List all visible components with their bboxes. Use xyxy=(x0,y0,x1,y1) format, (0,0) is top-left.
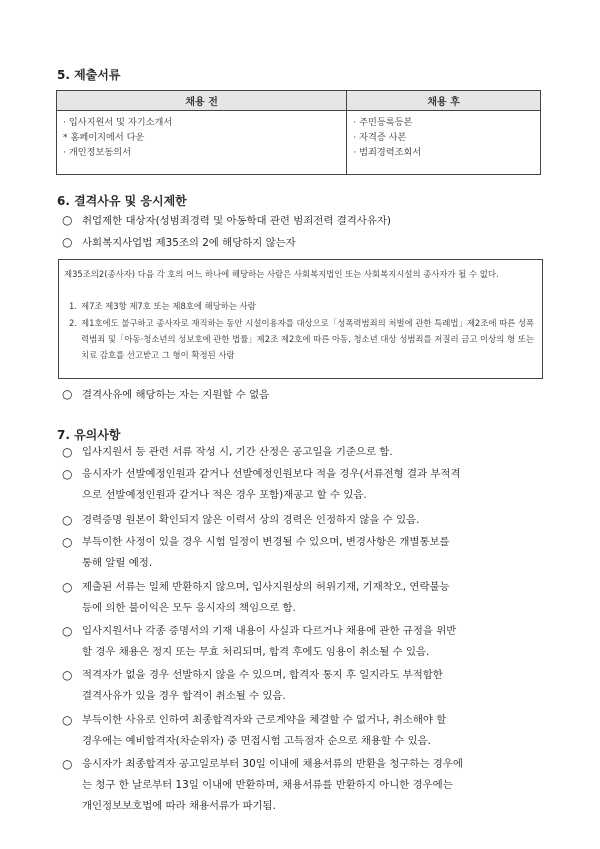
law-clause xyxy=(69,315,537,363)
note-line: 는 청구 한 날로부터 13일 이내에 반환하며, 채용서류를 반환하지 아니한 경우에는 xyxy=(82,779,453,791)
circle-bullet-icon: ○ xyxy=(62,445,73,459)
disqualification-item: ○ 결격사유에 해당하는 자는 지원할 수 없음 xyxy=(62,384,269,405)
note-line: 입사지원서나 각종 증명서의 기재 내용이 사실과 다르거나 채용에 관한 규정을 위반 xyxy=(82,625,457,637)
after-hire-cell xyxy=(347,111,541,175)
circle-bullet-icon: ○ xyxy=(62,624,73,638)
note-line: 제출된 서류는 일체 반환하지 않으며, 입사지원상의 허위기재, 기재착오, 연락불능 xyxy=(82,581,450,593)
circle-bullet-icon: ○ xyxy=(62,387,73,401)
after-item: · 자격증 사본 xyxy=(353,132,407,143)
note-line: 응시자가 선발예정인원과 같거나 선발예정인원보다 적을 경우(서류전형 결과 부적격 xyxy=(82,468,461,480)
law-intro: 제35조의2(종사자) 다음 각 호의 어느 하나에 해당하는 사람은 사회복지법인 또는 사회복지시설의 종사자가 될 수 없다. xyxy=(64,269,499,279)
column-after-hire: 채용 후 xyxy=(347,91,541,111)
before-item: · 개인정보동의서 xyxy=(63,147,131,158)
note-line: 입사지원서 등 관련 서류 작성 시, 기간 산정은 공고일을 기준으로 함. xyxy=(82,446,393,458)
note-line: 부득이한 사정이 있을 경우 시험 일정이 변경될 수 있으며, 변경사항은 개별통보를 xyxy=(82,536,450,548)
note-line: 결격사유가 있을 경우 합격이 취소될 수 있음. xyxy=(82,690,286,702)
section-heading-notes: 7. 유의사항 xyxy=(57,428,121,442)
circle-bullet-icon: ○ xyxy=(62,235,73,249)
law-excerpt-box xyxy=(58,259,543,379)
law-clause-text: 제7조 제3항 제7호 또는 제8호에 해당하는 사람 xyxy=(81,301,256,311)
column-before-hire: 채용 전 xyxy=(57,91,347,111)
law-clause-number: 2. xyxy=(69,318,77,328)
before-hire-cell xyxy=(57,111,347,175)
circle-bullet-icon: ○ xyxy=(62,757,73,771)
circle-bullet-icon: ○ xyxy=(62,467,73,481)
section-heading-documents: 5. 제출서류 xyxy=(57,68,121,82)
circle-bullet-icon: ○ xyxy=(62,580,73,594)
note-line: 통해 알릴 예정. xyxy=(82,557,153,569)
note-line: 경력증명 원본이 확인되지 않은 이력서 상의 경력은 인정하지 않을 수 있음. xyxy=(82,514,420,526)
section-heading-disqualification: 6. 결격사유 및 응시제한 xyxy=(57,194,187,208)
law-clause xyxy=(69,298,536,314)
documents-table xyxy=(56,90,541,175)
circle-bullet-icon: ○ xyxy=(62,713,73,727)
note-line: 개인정보보호법에 따라 채용서류가 파기됨. xyxy=(82,800,276,812)
note-line: 응시자가 최종합격자 공고일로부터 30일 이내에 채용서류의 반환을 청구하는 경우에 xyxy=(82,758,463,770)
note-line: 할 경우 채용은 정지 또는 무효 처리되며, 합격 후에도 임용이 취소될 수 있음. xyxy=(82,646,430,658)
note-line: 경우에는 예비합격자(차순위자) 중 면접시험 고득점자 순으로 채용할 수 있음. xyxy=(82,735,431,747)
note-line: 적격자가 없을 경우 선발하지 않을 수 있으며, 합격자 통지 후 일지라도 부적합한 xyxy=(82,669,443,681)
note-line: 부득이한 사유로 인하여 최종합격자와 근로계약을 체결할 수 없거나, 취소해야 할 xyxy=(82,714,447,726)
after-item: · 범죄경력조회서 xyxy=(353,147,422,158)
disqualification-item: ○ 취업제한 대상자(성범죄경력 및 아동학대 관련 범죄전력 결격사유자) xyxy=(62,210,391,231)
before-item: * 홈페이지에서 다운 xyxy=(63,132,145,143)
note-line: 등에 의한 불이익은 모두 응시자의 책임으로 함. xyxy=(82,602,296,614)
circle-bullet-icon: ○ xyxy=(62,513,73,527)
law-clause-number: 1. xyxy=(69,301,77,311)
disqualification-item: ○ 사회복지사업법 제35조의 2에 해당하지 않는자 xyxy=(62,232,296,253)
circle-bullet-icon: ○ xyxy=(62,535,73,549)
law-clause-text: 제1호에도 불구하고 종사자로 재직하는 동안 시설이용자를 대상으로「성폭력범죄의 처벌에 관한 특례법」제2조에 따른 성폭력범죄 및「아동·청소년의 성보호에 관한 법률」제2조 제2호에 따른 아동, 청소년 대상 성범죄를 저질러 금고 이상의 형 또는 치료 감호를 선고받고 그 형이 확정된 사람 xyxy=(81,318,535,360)
before-item: · 입사지원서 및 자기소개서 xyxy=(63,117,173,128)
circle-bullet-icon: ○ xyxy=(62,213,73,227)
note-line: 으로 선발예정인원과 같거나 적은 경우 포함)재공고 할 수 있음. xyxy=(82,489,367,501)
after-item: · 주민등록등본 xyxy=(353,117,413,128)
circle-bullet-icon: ○ xyxy=(62,668,73,682)
